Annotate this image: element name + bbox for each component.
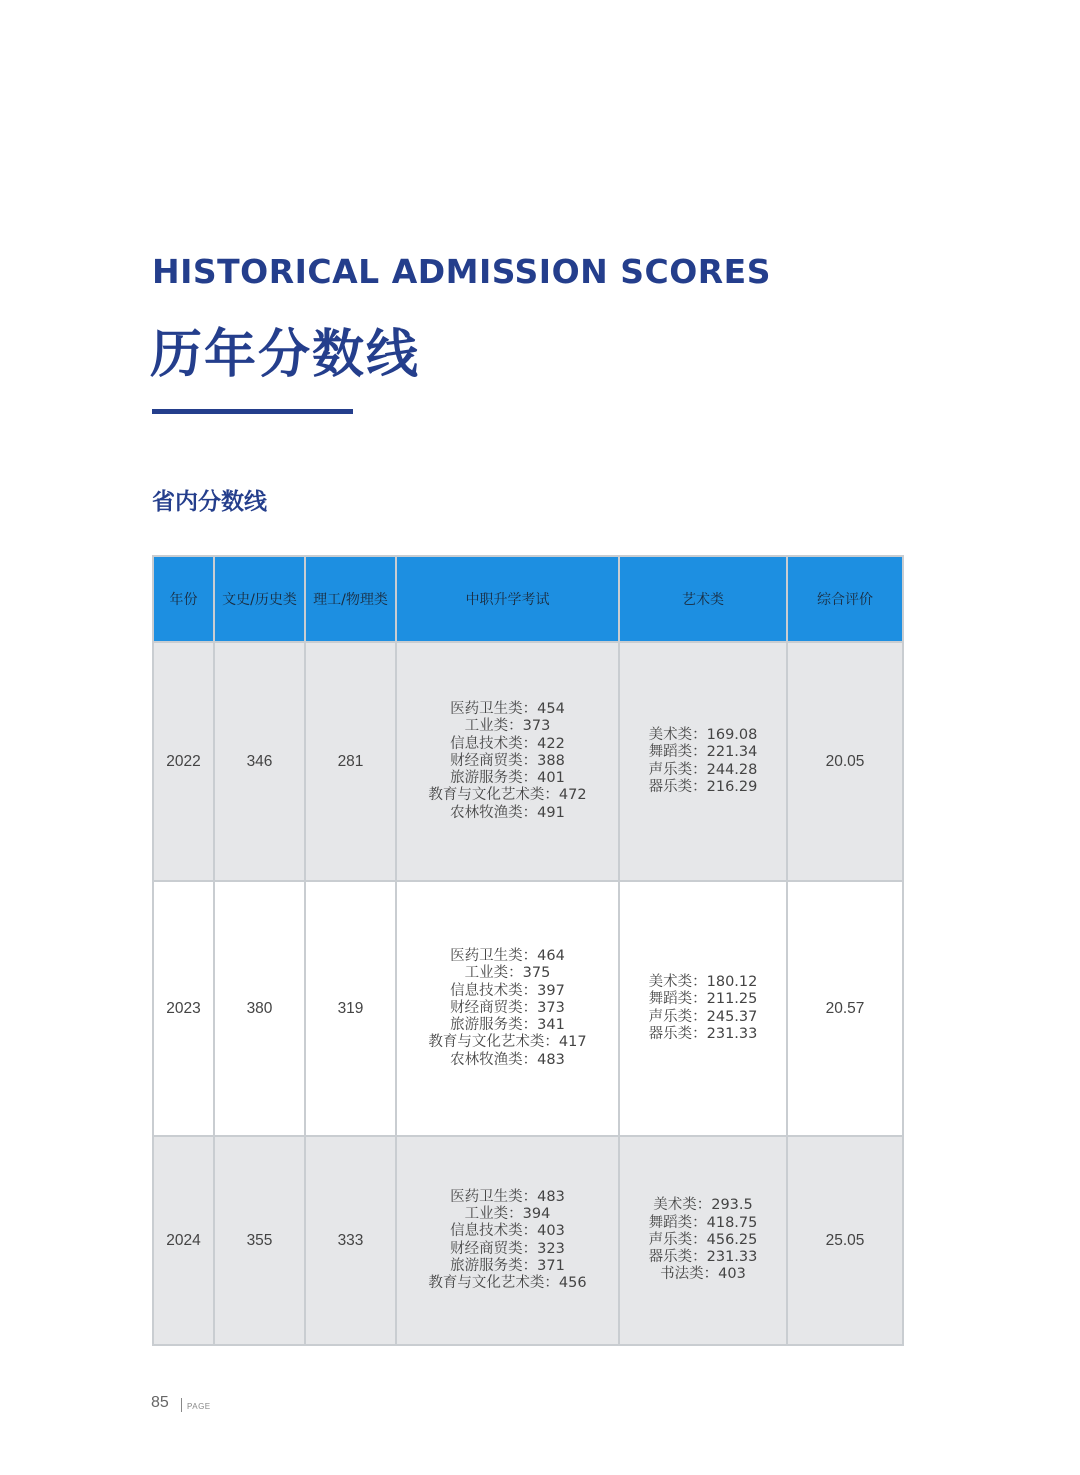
table-row (153, 1136, 903, 1345)
vocational-score-line: 财经商贸类：373 (450, 999, 565, 1016)
section-title: 省内分数线 (152, 489, 267, 515)
art-score-line: 美术类：169.08 (648, 726, 758, 743)
history-score-cell: 355 (214, 1136, 305, 1345)
art-score-line: 声乐类：244.28 (648, 761, 758, 778)
admission-scores-table (152, 555, 904, 1346)
art-score-line: 器乐类：231.33 (648, 1025, 758, 1042)
page-number: 85 (151, 1394, 169, 1411)
vocational-scores-cell (396, 642, 619, 881)
page-label: PAGE (187, 1402, 211, 1411)
vocational-score-line: 工业类：373 (464, 718, 551, 735)
physics-score-cell: 319 (305, 881, 396, 1136)
vocational-scores-cell (396, 1136, 619, 1345)
column-header-physics: 理工/物理类 (305, 556, 396, 642)
english-title: HISTORICAL ADMISSION SCORES (152, 252, 771, 291)
year-cell: 2023 (153, 881, 214, 1136)
art-score-line: 美术类：293.5 (653, 1197, 753, 1214)
year-cell: 2022 (153, 642, 214, 881)
column-header-history: 文史/历史类 (214, 556, 305, 642)
footer-divider (181, 1398, 182, 1412)
vocational-score-line: 信息技术类：397 (450, 982, 565, 999)
art-score-line: 美术类：180.12 (648, 973, 758, 990)
art-scores-cell (619, 881, 787, 1136)
vocational-score-line: 旅游服务类：341 (450, 1017, 565, 1034)
vocational-score-line: 教育与文化艺术类：417 (428, 1034, 587, 1051)
vocational-score-line: 旅游服务类：371 (450, 1257, 565, 1274)
history-score-cell: 380 (214, 881, 305, 1136)
art-score-line: 书法类：403 (660, 1266, 746, 1283)
vocational-score-line: 信息技术类：422 (450, 735, 565, 752)
title-underline (152, 409, 353, 414)
vocational-score-line: 旅游服务类：401 (450, 770, 565, 787)
art-scores-cell (619, 642, 787, 881)
vocational-score-line: 医药卫生类：483 (450, 1188, 565, 1205)
vocational-score-line: 教育与文化艺术类：472 (428, 787, 587, 804)
physics-score-cell: 333 (305, 1136, 396, 1345)
art-score-line: 舞蹈类：211.25 (648, 991, 758, 1008)
year-cell: 2024 (153, 1136, 214, 1345)
column-header-comprehensive: 综合评价 (787, 556, 903, 642)
art-scores-cell (619, 1136, 787, 1345)
vocational-score-line: 财经商贸类：323 (450, 1240, 565, 1257)
comprehensive-score-cell: 25.05 (787, 1136, 903, 1345)
vocational-score-line: 医药卫生类：464 (450, 947, 565, 964)
art-score-line: 器乐类：231.33 (648, 1249, 758, 1266)
table-header-row (153, 556, 903, 642)
vocational-score-line: 农林牧渔类：483 (450, 1051, 565, 1068)
vocational-score-line: 工业类：375 (464, 965, 551, 982)
vocational-score-line: 财经商贸类：388 (450, 752, 565, 769)
art-score-line: 舞蹈类：221.34 (648, 744, 758, 761)
column-header-vocational: 中职升学考试 (396, 556, 619, 642)
comprehensive-score-cell: 20.57 (787, 881, 903, 1136)
art-score-line: 声乐类：456.25 (648, 1231, 758, 1248)
column-header-art: 艺术类 (619, 556, 787, 642)
physics-score-cell: 281 (305, 642, 396, 881)
vocational-score-line: 教育与文化艺术类：456 (428, 1275, 587, 1292)
history-score-cell: 346 (214, 642, 305, 881)
art-score-line: 器乐类：216.29 (648, 778, 758, 795)
comprehensive-score-cell: 20.05 (787, 642, 903, 881)
column-header-year: 年份 (153, 556, 214, 642)
art-score-line: 声乐类：245.37 (648, 1008, 758, 1025)
vocational-scores-cell (396, 881, 619, 1136)
vocational-score-line: 工业类：394 (464, 1205, 551, 1222)
vocational-score-line: 农林牧渔类：491 (450, 804, 565, 821)
table-row (153, 881, 903, 1136)
vocational-score-line: 信息技术类：403 (450, 1223, 565, 1240)
table-row (153, 642, 903, 881)
art-score-line: 舞蹈类：418.75 (648, 1214, 758, 1231)
chinese-title: 历年分数线 (150, 325, 421, 385)
vocational-score-line: 医药卫生类：454 (450, 700, 565, 717)
